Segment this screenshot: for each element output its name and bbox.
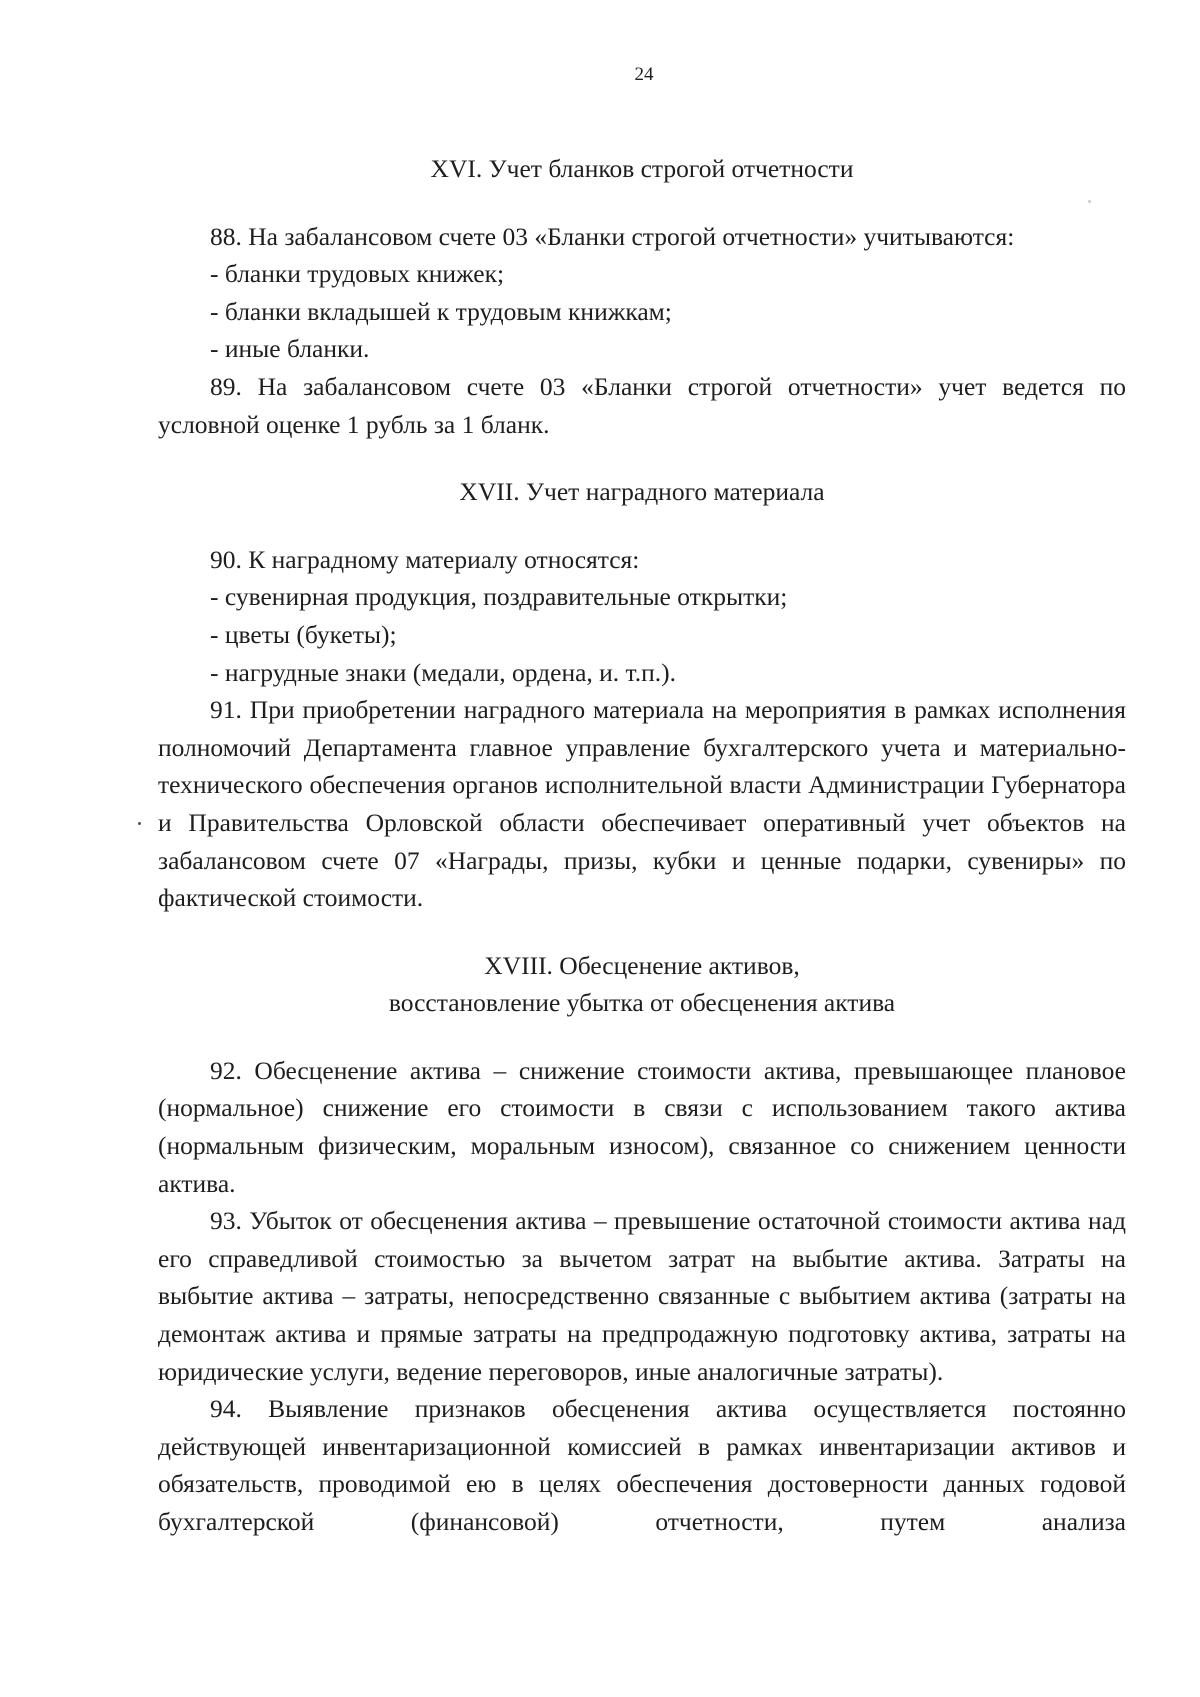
scan-speck <box>1088 200 1091 203</box>
paragraph-88: 88. На забалансовом счете 03 «Бланки строгой отчетности» учитываются: <box>210 221 1015 251</box>
page-number: 24 <box>634 64 654 85</box>
document-body <box>158 150 1126 1541</box>
paragraph-92: 92. Обесценение актива – снижение стоимости актива, превышающее плановое (нормальное) снижение его стоимости в связи с использованием такого актива (нормальным физическим, моральным износом), связанное со снижением ценности актива. <box>158 1055 1126 1198</box>
section-18 <box>158 947 1126 1541</box>
paragraph-89: 89. На забалансовом счете 03 «Бланки строгой отчетности» учет ведется по условной оценке 1 рубль за 1 бланк. <box>158 371 1126 439</box>
list-item: - бланки вкладышей к трудовым книжкам; <box>210 296 672 326</box>
paragraph-91: 91. При приобретении наградного материала на мероприятия в рамках исполнения полномочий Департамента главное управление бухгалтерского учета и материально-технического обеспечения органов исполнительной власти Администрации Губернатора и Правительства Орловской области обеспечивает оперативный учет объектов на забалансовом счете 07 «Награды, призы, кубки и ценные подарки, сувениры» по фактической стоимости. <box>158 695 1126 913</box>
paragraph-90: 90. К наградному материалу относятся: <box>210 544 640 574</box>
section-16-heading: XVI. Учет бланков строгой отчетности <box>430 154 854 183</box>
section-18-heading-line2: восстановление убытка от обесценения актива <box>388 988 896 1018</box>
section-17 <box>158 473 1126 917</box>
scan-speck <box>138 822 141 825</box>
list-item: - сувенирная продукция, поздравительные открытки; <box>210 582 788 612</box>
paragraph-93: 93. Убыток от обесценения актива – превышение остаточной стоимости актива над его справедливой стоимостью за вычетом затрат на выбытие актива. Затраты на выбытие актива – затраты, непосредственно связанные с выбытием актива (затраты на демонтаж актива и прямые затраты на предпродажную подготовку актива, затраты на юридические услуги, ведение переговоров, иные аналогичные затраты). <box>158 1206 1126 1386</box>
list-item: - бланки трудовых книжек; <box>210 259 505 289</box>
paragraph-94: 94. Выявление признаков обесценения актива осуществляется постоянно действующей инвентаризационной комиссией в рамках инвентаризации активов и обязательств, проводимой ею в целях обеспечения достоверности данных годовой бухгалтерской (финансовой) отчетности, путем анализа <box>158 1394 1126 1536</box>
section-16 <box>158 150 1126 443</box>
section-17-heading: XVII. Учет наградного материала <box>459 477 825 507</box>
list-item: - иные бланки. <box>210 334 370 364</box>
list-item: - нагрудные знаки (медали, ордена, и. т.п.). <box>210 657 677 687</box>
section-18-heading-line1: XVIII. Обесценение активов, <box>484 950 800 980</box>
list-item: - цветы (букеты); <box>210 619 397 649</box>
